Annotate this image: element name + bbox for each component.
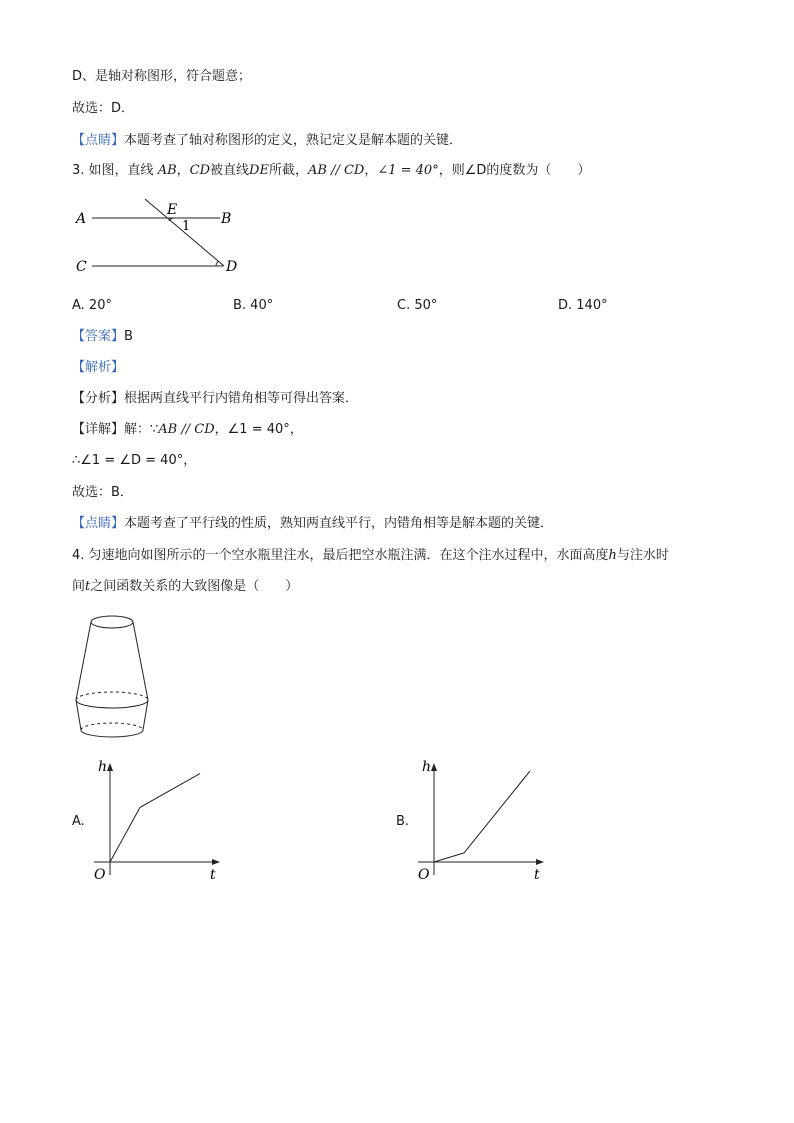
- label-a: A: [76, 211, 87, 227]
- math: CD: [189, 163, 211, 178]
- section-tag: 【答案】: [72, 329, 125, 344]
- bottle-bottom-back: [81, 723, 143, 730]
- label-angle-1: 1: [182, 219, 191, 234]
- angle-d-arc: [216, 261, 219, 266]
- jiexi-heading: [72, 359, 124, 377]
- chart-b-option-label: [396, 813, 409, 831]
- chart-a-option-label: [72, 813, 85, 831]
- parallel-lines-figure: [70, 195, 250, 280]
- chart-b-y-arrow: [431, 763, 437, 771]
- question-4-stem-line-1: [72, 547, 669, 565]
- chart-a-ylabel: h: [98, 759, 108, 775]
- xiangjie-line: [72, 421, 303, 439]
- text-line-d-option: [72, 68, 251, 86]
- bottle-middle-back: [76, 692, 148, 700]
- bottle-right-side: [133, 622, 148, 700]
- question-4-stem-line-2: [72, 578, 298, 596]
- text: 所截，: [268, 163, 308, 178]
- math: DE: [249, 163, 269, 178]
- option-label: B.: [396, 814, 410, 829]
- text: 间: [72, 579, 86, 594]
- chart-b-x-arrow: [536, 859, 544, 865]
- question-3-stem: [72, 162, 590, 180]
- math: h: [608, 548, 617, 563]
- label-b: B: [221, 211, 232, 227]
- chart-a: [88, 755, 228, 885]
- math: t: [85, 579, 91, 594]
- bottle-left-side: [76, 622, 91, 700]
- label-e: E: [167, 202, 178, 218]
- option-c[interactable]: [397, 297, 437, 315]
- text: ，: [364, 163, 378, 178]
- dianjing-line: [72, 515, 553, 533]
- text-line-dianjing-1: [72, 132, 462, 150]
- text: ，则∠D的度数为（ ）: [438, 163, 591, 178]
- label-d: D: [226, 259, 238, 275]
- text: 3. 如图，直线: [72, 163, 154, 178]
- text: 与注水时: [616, 548, 669, 563]
- math: AB: [157, 163, 177, 178]
- text: 故选：B．: [72, 485, 133, 500]
- option-c-label: C. 50°: [397, 298, 438, 313]
- math: ∠1 = 40°: [377, 163, 439, 178]
- therefore-line: [72, 452, 196, 470]
- chart-b-ylabel: h: [422, 759, 432, 775]
- answer-line: [72, 328, 133, 346]
- chart-b-origin: O: [418, 867, 430, 883]
- chart-b-series-line: [434, 771, 530, 862]
- option-d[interactable]: [558, 297, 608, 315]
- chart-b: [412, 755, 552, 885]
- chart-a-origin: O: [94, 867, 106, 883]
- chart-a-y-arrow: [107, 763, 113, 771]
- bottle-top-rim: [91, 616, 133, 628]
- text: 解：∵: [124, 422, 159, 437]
- math: AB // CD: [158, 422, 215, 437]
- chart-b-xlabel: t: [534, 867, 540, 883]
- bottle-figure: [68, 610, 158, 745]
- bottle-middle-front: [76, 700, 148, 708]
- option-a-label: A. 20°: [72, 298, 112, 313]
- section-tag: 【点睛】: [72, 133, 125, 148]
- bottle-bottom-front: [81, 730, 143, 737]
- section-tag: 【详解】: [72, 422, 125, 437]
- answer-value: B: [124, 329, 133, 344]
- bottle-lower-right: [143, 700, 148, 730]
- text: ，∠1 = 40°，: [214, 422, 303, 437]
- text: 之间函数关系的大致图像是（ ）: [90, 579, 299, 594]
- option-b[interactable]: [233, 297, 273, 315]
- fenxi-line: [72, 390, 358, 408]
- text: ，: [176, 163, 190, 178]
- chart-a-x-arrow: [212, 859, 220, 865]
- chart-a-series-line: [110, 774, 200, 862]
- text: ∴∠1 = ∠D = 40°，: [72, 453, 197, 468]
- option-b-label: B. 40°: [233, 298, 274, 313]
- section-tag: 【点睛】: [72, 516, 125, 531]
- text: 根据两直线平行内错角相等可得出答案．: [124, 391, 359, 406]
- section-tag: 【解析】: [72, 360, 125, 375]
- option-label: A.: [72, 814, 85, 829]
- guxuan-line: [72, 484, 133, 502]
- bottle-lower-left: [76, 700, 81, 730]
- text: 被直线: [210, 163, 250, 178]
- option-d-label: D. 140°: [558, 298, 608, 313]
- text-line-guxuan-d: [72, 100, 134, 118]
- section-tag: 【分析】: [72, 391, 125, 406]
- text: 4. 匀速地向如图所示的一个空水瓶里注水，最后把空水瓶注满．在这个注水过程中，水面高度: [72, 548, 609, 563]
- chart-a-xlabel: t: [210, 867, 216, 883]
- math: AB // CD: [307, 163, 365, 178]
- text: 故选：D．: [72, 101, 135, 116]
- text: 本题考查了轴对称图形的定义，熟记定义是解本题的关键．: [124, 133, 463, 148]
- text: D、是轴对称图形，符合题意；: [72, 69, 252, 84]
- option-a[interactable]: [72, 297, 112, 315]
- text: 本题考查了平行线的性质，熟知两直线平行，内错角相等是解本题的关键．: [124, 516, 554, 531]
- label-c: C: [76, 259, 87, 275]
